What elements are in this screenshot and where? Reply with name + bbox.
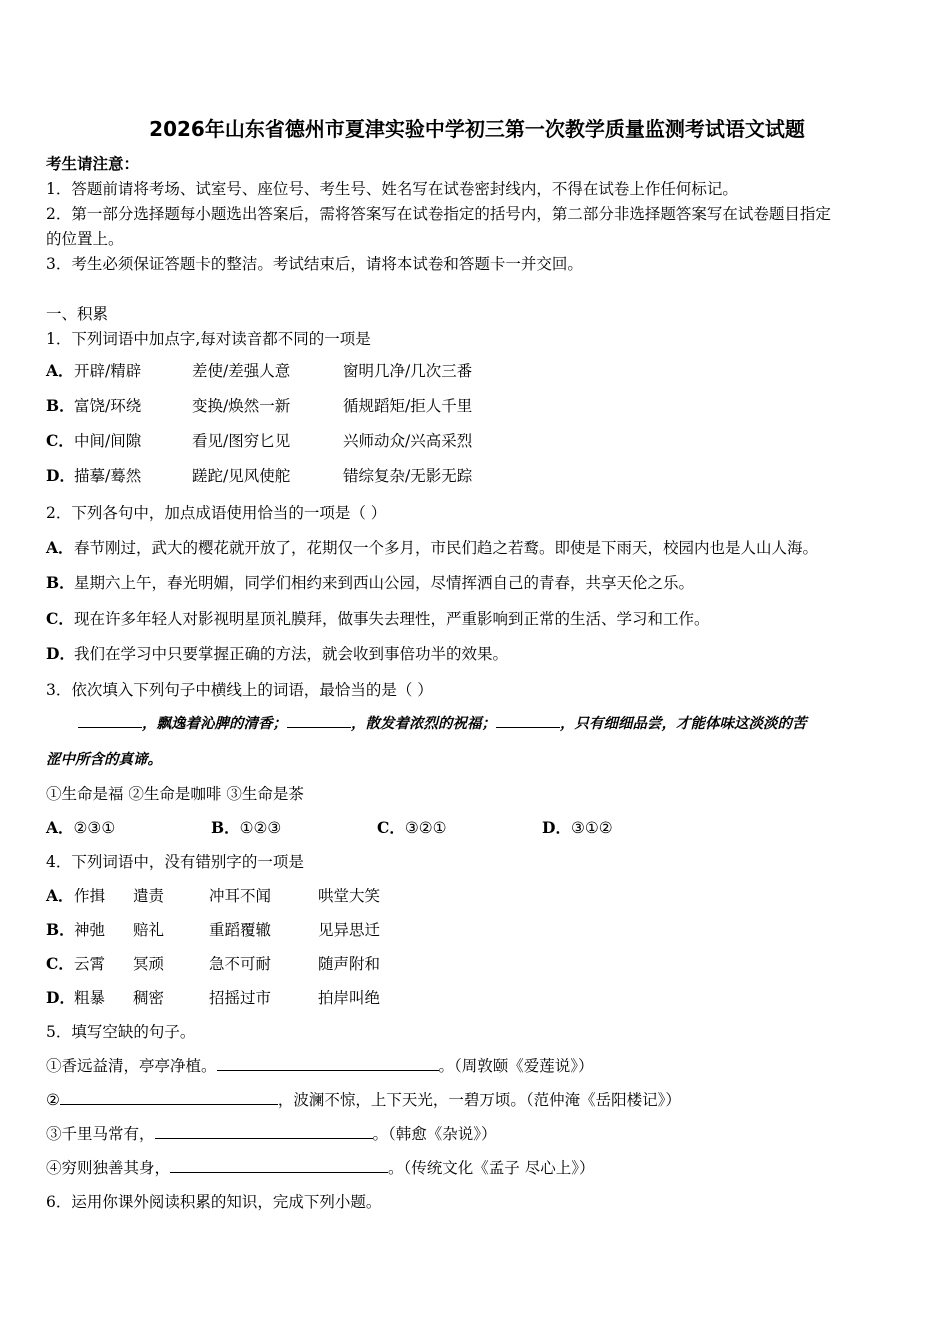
option-label: D． — [46, 988, 75, 1007]
option-word: 看见/图穷匕见 — [192, 432, 291, 450]
option-label: A． — [46, 538, 74, 557]
passage-text: ，只有细细品尝，才能体味这淡淡的苦 — [560, 715, 807, 732]
option-text: 现在许多年轻人对影视明星顶礼膜拜，做事失去理性，严重影响到正常的生活、学习和工作。 — [74, 610, 710, 628]
question-5-stem: 5．填写空缺的句子。 — [46, 1023, 196, 1041]
option-label: C． — [46, 431, 74, 450]
q3-choices: ①生命是福 ②生命是咖啡 ③生命是茶 — [46, 785, 304, 803]
option-word: 循规蹈矩/拒人千里 — [343, 397, 473, 415]
q1-option-a — [46, 359, 908, 381]
page-title: 2026年山东省德州市夏津实验中学初三第一次教学质量监测考试语文试题 — [149, 117, 805, 141]
option-word: 云霄 — [74, 955, 106, 973]
option-text: ③①② — [570, 819, 613, 837]
fill-blank[interactable] — [155, 1124, 373, 1139]
fill-blank[interactable] — [60, 1090, 278, 1105]
q3-passage-line-2: 涩中所含的真谛。 — [46, 751, 162, 768]
option-word: 变换/焕然一新 — [192, 397, 291, 415]
q1-option-d — [46, 464, 908, 486]
option-label: D． — [46, 644, 75, 663]
option-word: 赔礼 — [133, 921, 165, 939]
option-word: 开辟/精辟 — [74, 362, 142, 380]
option-word: 遣责 — [133, 887, 165, 905]
option-label: D． — [46, 466, 75, 485]
option-word: 粗暴 — [74, 989, 106, 1007]
option-text: 我们在学习中只要掌握正确的方法，就会收到事倍功半的效果。 — [74, 645, 509, 663]
option-word: 中间/间隙 — [74, 432, 142, 450]
option-word: 神弛 — [74, 921, 106, 939]
q3-options — [46, 816, 908, 838]
option-label: A． — [46, 818, 74, 837]
q2-option-c — [46, 607, 908, 629]
option-word: 稠密 — [133, 989, 165, 1007]
option-word: 兴师动众/兴高采烈 — [343, 432, 473, 450]
line-text: ④穷则独善其身， — [46, 1159, 171, 1177]
option-text: ②③① — [73, 819, 116, 837]
option-word: 冥顽 — [133, 955, 165, 973]
option-label: B． — [46, 573, 75, 592]
option-label: B． — [211, 818, 240, 837]
option-label: B． — [46, 396, 75, 415]
fill-blank[interactable] — [287, 713, 351, 728]
option-word: 描摹/蓦然 — [74, 467, 142, 485]
option-label: C． — [46, 609, 74, 628]
option-word: 冲耳不闻 — [209, 887, 272, 905]
q4-option-c — [46, 952, 908, 974]
q4-option-a — [46, 884, 908, 906]
notice-item: 1．答题前请将考场、试室号、座位号、考生号、姓名写在试卷密封线内，不得在试卷上作任何标记。 — [46, 180, 738, 198]
option-label: B． — [46, 920, 75, 939]
fill-blank[interactable] — [170, 1158, 388, 1173]
q5-line-2 — [46, 1088, 681, 1110]
q1-option-b — [46, 394, 908, 416]
notice-item: 3．考生必须保证答题卡的整洁。考试结束后，请将本试卷和答题卡一并交回。 — [46, 255, 583, 273]
question-4-stem: 4．下列词语中，没有错别字的一项是 — [46, 853, 304, 871]
q5-line-4 — [46, 1156, 594, 1178]
q2-option-d — [46, 642, 908, 664]
q2-option-a — [46, 536, 908, 558]
option-label: C． — [46, 954, 74, 973]
option-label: A． — [46, 361, 74, 380]
option-word: 急不可耐 — [209, 955, 272, 973]
option-text: ③②① — [404, 819, 447, 837]
notice-item: 2．第一部分选择题每小题选出答案后，需将答案写在试卷指定的括号内，第二部分非选择题答案写在试卷题目指定 — [46, 205, 831, 223]
q1-option-c — [46, 429, 908, 451]
option-label: C． — [377, 818, 405, 837]
q2-option-b — [46, 571, 908, 593]
q4-option-d — [46, 986, 908, 1008]
line-text: ③千里马常有， — [46, 1125, 155, 1143]
option-word: 窗明几净/几次三番 — [343, 362, 473, 380]
option-word: 重蹈覆辙 — [209, 921, 272, 939]
q5-line-1 — [46, 1054, 594, 1076]
question-6-stem: 6．运用你课外阅读积累的知识，完成下列小题。 — [46, 1193, 382, 1211]
option-word: 蹉跎/见风使舵 — [192, 467, 291, 485]
option-word: 哄堂大笑 — [318, 887, 381, 905]
option-word: 错综复杂/无影无踪 — [343, 467, 473, 485]
option-text: 星期六上午，春光明媚，同学们相约来到西山公园，尽情挥洒自己的青春，共享天伦之乐。 — [74, 574, 695, 592]
option-word: 拍岸叫绝 — [318, 989, 381, 1007]
line-text: 。（周敦颐《爱莲说》） — [438, 1057, 594, 1075]
option-word: 招摇过市 — [209, 989, 272, 1007]
line-text: 。（传统文化《孟子 尽心上》） — [388, 1159, 595, 1177]
fill-blank[interactable] — [217, 1056, 439, 1071]
passage-text: ，散发着浓烈的祝福； — [351, 715, 496, 732]
option-text: ①②③ — [239, 819, 282, 837]
question-3-stem: 3．依次填入下列句子中横线上的词语，最恰当的是（ ） — [46, 681, 433, 699]
option-word: 作揖 — [74, 887, 106, 905]
option-word: 见异思迁 — [318, 921, 381, 939]
q4-option-b — [46, 918, 908, 940]
notice-item: 的位置上。 — [46, 230, 124, 248]
line-text: ② — [46, 1091, 60, 1109]
section-heading: 一、积累 — [46, 305, 109, 323]
passage-text: ，飘逸着沁脾的清香； — [142, 715, 287, 732]
line-text: ，波澜不惊，上下天光，一碧万顷。（范仲淹《岳阳楼记》） — [277, 1091, 681, 1109]
option-word: 随声附和 — [318, 955, 381, 973]
option-word: 差使/差强人意 — [192, 362, 291, 380]
option-word: 富饶/环绕 — [74, 397, 142, 415]
q3-passage-line — [78, 712, 807, 733]
line-text: 。（韩愈《杂说》） — [372, 1125, 497, 1143]
notice-heading: 考生请注意： — [46, 154, 140, 173]
question-1-stem: 1．下列词语中加点字,每对读音都不同的一项是 — [46, 330, 371, 348]
option-label: D． — [542, 818, 571, 837]
fill-blank[interactable] — [496, 713, 560, 728]
line-text: ①香远益清，亭亭净植。 — [46, 1057, 217, 1075]
option-text: 春节刚过，武大的樱花就开放了，花期仅一个多月，市民们趋之若鹜。即使是下雨天，校园内也是人山人海。 — [74, 539, 819, 557]
q5-line-3 — [46, 1122, 497, 1144]
fill-blank[interactable] — [78, 713, 142, 728]
option-label: A． — [46, 886, 74, 905]
question-2-stem: 2．下列各句中，加点成语使用恰当的一项是（ ） — [46, 504, 387, 522]
